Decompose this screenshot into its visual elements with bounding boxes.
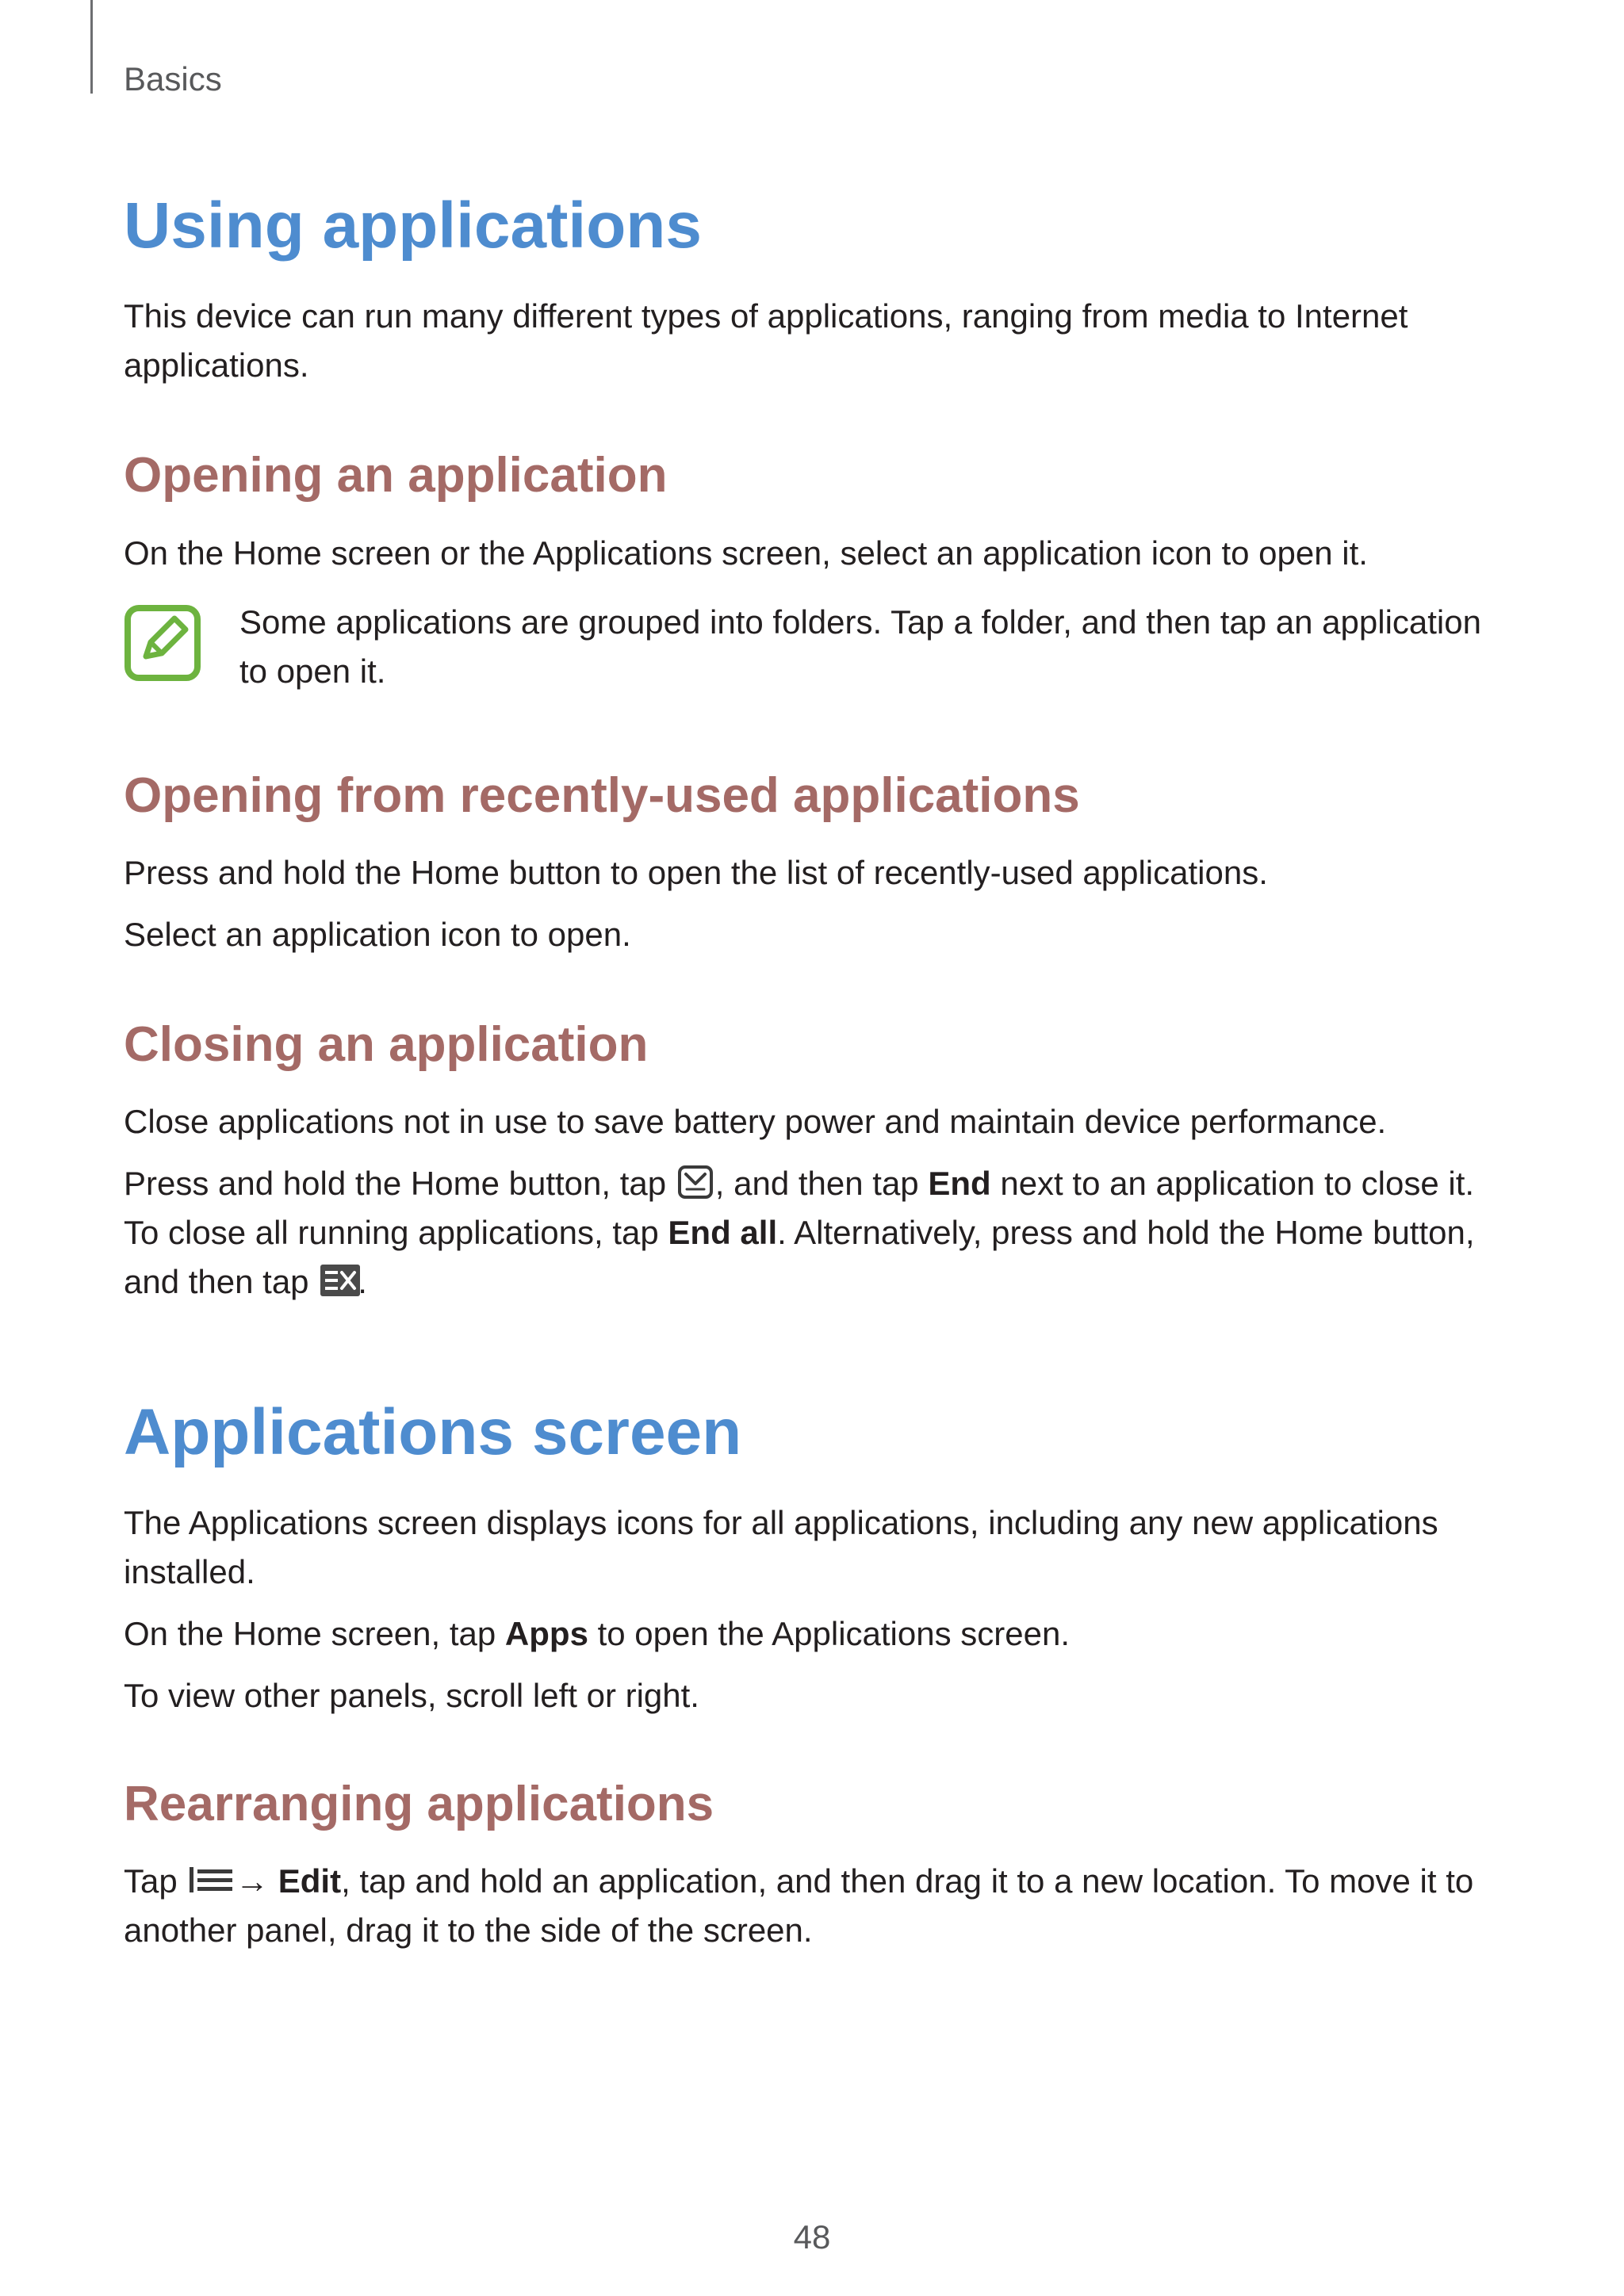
note-text: Some applications are grouped into folders. Tap a folder, and then tap an application to open it. bbox=[239, 603, 1481, 690]
rearranging-text-a: Tap bbox=[124, 1862, 187, 1900]
heading-rearranging-applications: Rearranging applications bbox=[124, 1777, 714, 1831]
task-manager-icon bbox=[677, 1164, 714, 1199]
page-number: 48 bbox=[793, 2218, 831, 2256]
apps-screen-text-2a: On the Home screen, tap bbox=[124, 1615, 505, 1652]
arrow-glyph: → bbox=[226, 1862, 278, 1900]
opening-text: On the Home screen or the Applications screen, select an application icon to open it. bbox=[124, 534, 1368, 572]
heading-closing-application: Closing an application bbox=[124, 1017, 649, 1072]
using-intro: This device can run many different types of applications, ranging from media to Internet applications. bbox=[124, 297, 1408, 384]
closing-text-2a: Press and hold the Home button, tap bbox=[124, 1165, 676, 1202]
closing-text-2d: . Alternatively, press and hold the Home button, and then tap bbox=[124, 1214, 1475, 1300]
apps-screen-text-1: The Applications screen displays icons for all applications, including any new applications installed. bbox=[124, 1504, 1438, 1590]
closing-text-2e: . bbox=[358, 1263, 367, 1300]
recent-text-1: Press and hold the Home button to open the list of recently-used applications. bbox=[124, 854, 1268, 891]
apps-screen-text-2 bbox=[124, 1609, 1503, 1659]
header-rule bbox=[90, 0, 93, 94]
rearranging-text bbox=[124, 1857, 1503, 1955]
heading-using-applications: Using applications bbox=[124, 189, 702, 262]
note-pencil-icon bbox=[124, 604, 201, 682]
heading-applications-screen: Applications screen bbox=[124, 1396, 742, 1468]
apps-screen-text-2b: to open the Applications screen. bbox=[588, 1615, 1070, 1652]
closing-text-2c: next to an application to close it. To close all running applications, tap bbox=[124, 1165, 1475, 1251]
apps-label: Apps bbox=[504, 1615, 588, 1652]
running-head: Basics bbox=[124, 60, 222, 98]
recent-text-2: Select an application icon to open. bbox=[124, 916, 631, 953]
rearranging-text-b: , tap and hold an application, and then drag it to a new location. To move it to another panel, drag it to the side of the screen. bbox=[124, 1862, 1474, 1949]
apps-screen-text-3: To view other panels, scroll left or right. bbox=[124, 1677, 699, 1714]
edit-label: Edit bbox=[278, 1862, 342, 1900]
menu-icon bbox=[188, 1862, 224, 1896]
heading-recent-applications: Opening from recently-used applications bbox=[124, 768, 1080, 823]
close-all-icon bbox=[320, 1262, 356, 1297]
heading-opening-application: Opening an application bbox=[124, 448, 668, 503]
end-label: End bbox=[928, 1165, 991, 1202]
closing-text-2 bbox=[124, 1159, 1503, 1307]
closing-text-2b: , and then tap bbox=[714, 1165, 929, 1202]
closing-text-1: Close applications not in use to save battery power and maintain device performance. bbox=[124, 1103, 1387, 1140]
end-all-label: End all bbox=[668, 1214, 778, 1251]
